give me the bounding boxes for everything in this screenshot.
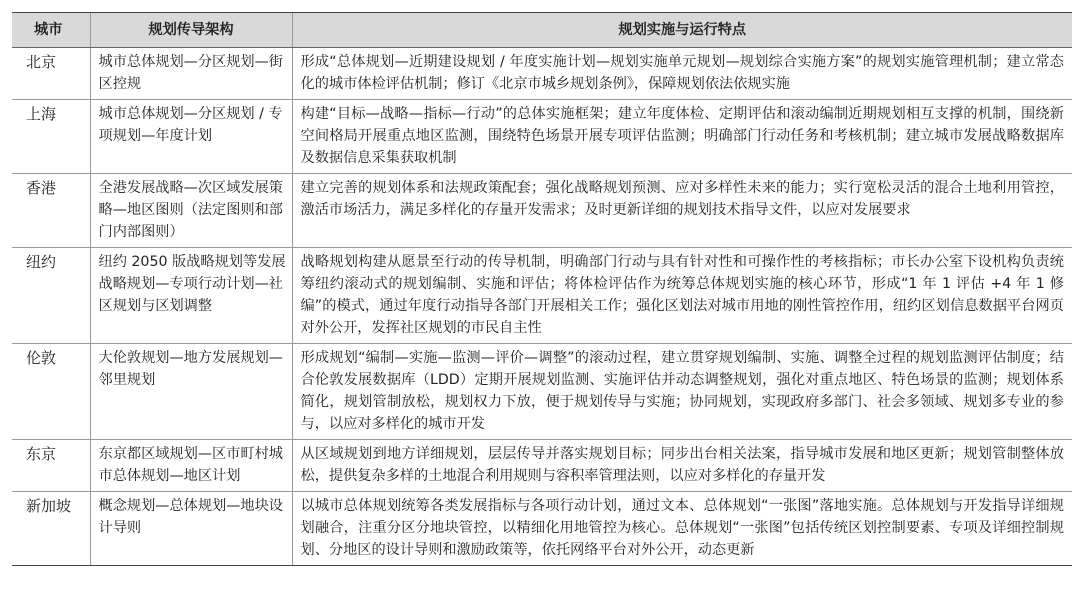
cell-city: 北京 (12, 48, 90, 100)
header-row (12, 13, 1072, 48)
cell-features: 战略规划构建从愿景至行动的传导机制，明确部门行动与具有针对性和可操作性的考核指标；市长办公室下设机构负责统筹纽约滚动式的规划编制、实施和评估；将体检评估作为统筹总体规划实施的核心环节，形成“1 年 1 评估 +4 年 1 修编”的模式，通过年度行动指导各部门开展相关工作；强化区划法对城市用地的刚性管控作用，纽约区划信息数据平台网页对外公开，发挥社区规划的市民自主性 (292, 248, 1072, 344)
cell-features: 以城市总体规划统筹各类发展指标与各项行动计划，通过文本、总体规划“一张图”落地实施。总体规划与开发指导详细规划融合，注重分区分地块管控，以精细化用地管控为核心。总体规划“一张图”包括传统区划控制要素、专项及详细控制规划、分地区的设计导则和激励政策等，依托网络平台对外公开，动态更新 (292, 492, 1072, 566)
cell-architecture: 东京都区域规划—区市町村城市总体规划—地区计划 (90, 440, 292, 492)
cell-architecture: 城市总体规划—分区规划 / 专项规划—年度计划 (90, 100, 292, 174)
table-header (12, 13, 1072, 48)
cell-city: 香港 (12, 174, 90, 248)
cell-architecture: 概念规划—总体规划—地块设计导则 (90, 492, 292, 566)
table-row (12, 174, 1072, 248)
planning-comparison-table (12, 12, 1072, 566)
cell-features: 形成“总体规划—近期建设规划 / 年度实施计划—规划实施单元规划—规划综合实施方案”的规划实施管理机制；建立常态化的城市体检评估机制；修订《北京市城乡规划条例》，保障规划依法依规实施 (292, 48, 1072, 100)
header-city: 城市 (12, 13, 90, 48)
table-body (12, 48, 1072, 566)
cell-features: 构建“目标—战略—指标—行动”的总体实施框架；建立年度体检、定期评估和滚动编制近期规划相互支撑的机制，围绕新空间格局开展重点地区监测，围绕特色场景开展专项评估监测；明确部门行动任务和考核机制；建立城市发展战略数据库及数据信息采集获取机制 (292, 100, 1072, 174)
cell-features: 从区域规划到地方详细规划，层层传导并落实规划目标；同步出台相关法案，指导城市发展和地区更新；规划管制整体放松，提供复杂多样的土地混合利用规则与容积率管理法则，以应对多样化的存量开发 (292, 440, 1072, 492)
header-architecture: 规划传导架构 (90, 13, 292, 48)
cell-architecture: 大伦敦规划—地方发展规划—邻里规划 (90, 344, 292, 440)
cell-architecture: 全港发展战略—次区域发展策略—地区图则（法定图则和部门内部图则） (90, 174, 292, 248)
table-row (12, 492, 1072, 566)
table-row (12, 344, 1072, 440)
cell-city: 新加坡 (12, 492, 90, 566)
header-features: 规划实施与运行特点 (292, 13, 1072, 48)
table-row (12, 48, 1072, 100)
cell-city: 东京 (12, 440, 90, 492)
cell-architecture: 城市总体规划—分区规划—街区控规 (90, 48, 292, 100)
cell-city: 伦敦 (12, 344, 90, 440)
cell-features: 建立完善的规划体系和法规政策配套；强化战略规划预测、应对多样性未来的能力；实行宽松灵活的混合土地利用管控，激活市场活力，满足多样化的存量开发需求；及时更新详细的规划技术指导文件，以应对发展要求 (292, 174, 1072, 248)
table-row (12, 248, 1072, 344)
table-row (12, 440, 1072, 492)
table-row (12, 100, 1072, 174)
cell-features: 形成规划“编制—实施—监测—评价—调整”的滚动过程，建立贯穿规划编制、实施、调整全过程的规划监测评估制度；结合伦敦发展数据库（LDD）定期开展规划监测、实施评估并动态调整规划，强化对重点地区、特色场景的监测；规划体系简化，规划管制放松，规划权力下放，便于规划传导与实施；协同规划，实现政府多部门、社会多领域、规划多专业的参与，以应对多样化的城市开发 (292, 344, 1072, 440)
cell-architecture: 纽约 2050 版战略规划等发展战略规划—专项行动计划—社区规划与区划调整 (90, 248, 292, 344)
cell-city: 纽约 (12, 248, 90, 344)
planning-comparison-table-container (12, 12, 1072, 566)
cell-city: 上海 (12, 100, 90, 174)
